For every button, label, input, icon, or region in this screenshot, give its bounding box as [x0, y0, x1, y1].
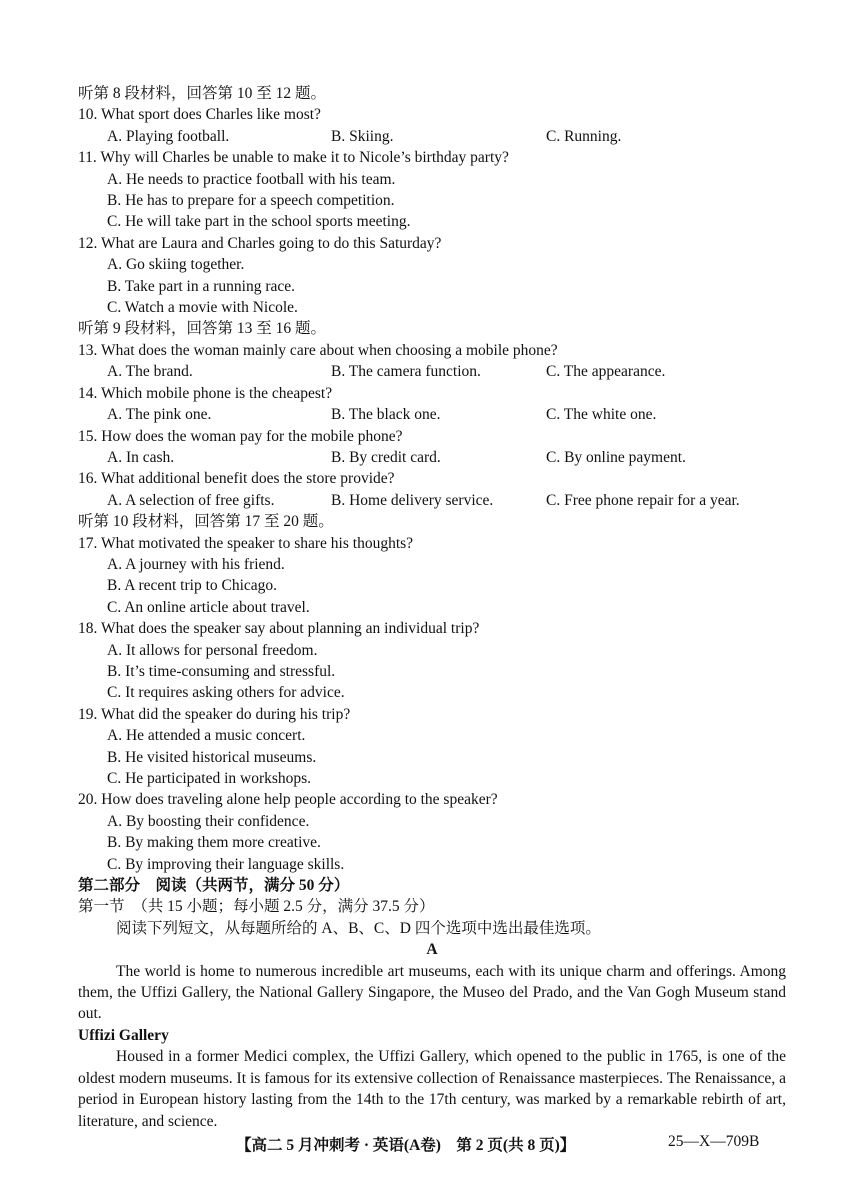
option-c: C. He will take part in the school sports meeting.	[107, 213, 411, 231]
reading-instruction: 阅读下列短文，从每题所给的 A、B、C、D 四个选项中选出最佳选项。	[116, 919, 601, 937]
question-19: 19. What did the speaker do during his trip?	[78, 705, 351, 723]
option-b: B. By credit card.	[331, 448, 441, 466]
question-10: 10. What sport does Charles like most?	[78, 106, 321, 124]
passage-label: A	[426, 941, 438, 959]
question-13: 13. What does the woman mainly care about when choosing a mobile phone?	[78, 341, 558, 359]
option-c: C. By online payment.	[546, 448, 686, 466]
option-b: B. The camera function.	[331, 363, 481, 381]
option-a: A. A journey with his friend.	[107, 555, 285, 573]
option-a: A. The brand.	[107, 363, 193, 381]
option-c: C. Running.	[546, 127, 622, 145]
passage-intro: The world is home to numerous incredible art museums, each with its unique charm and offerings. Among them, the Uffizi Gallery, the National Gallery Singapore, the Museo del Prado, and the Van Gogh Museum stand out.	[78, 962, 786, 1023]
options-14	[78, 404, 786, 425]
option-a: A. Go skiing together.	[107, 256, 245, 274]
section-heading-10: 听第 10 段材料，回答第 17 至 20 题。	[78, 513, 334, 531]
option-a: A. In cash.	[107, 448, 175, 466]
option-c: C. The white one.	[546, 406, 657, 424]
option-b: B. A recent trip to Chicago.	[107, 577, 278, 595]
section-heading-8: 听第 8 段材料，回答第 10 至 12 题。	[78, 85, 327, 102]
question-16: 16. What additional benefit does the store provide?	[78, 470, 395, 488]
option-c: C. Free phone repair for a year.	[546, 491, 740, 509]
question-15: 15. How does the woman pay for the mobile phone?	[78, 427, 403, 445]
option-b: B. Take part in a running race.	[107, 277, 296, 295]
question-17: 17. What motivated the speaker to share his thoughts?	[78, 534, 414, 552]
option-a: A. Playing football.	[107, 127, 230, 145]
option-b: B. He has to prepare for a speech competition.	[107, 192, 395, 210]
option-b: B. It’s time-consuming and stressful.	[107, 662, 336, 680]
footer-title: 【高二 5 月冲刺考 · 英语(A卷) 第 2 页(共 8 页)】	[236, 1137, 576, 1154]
option-a: A. He attended a music concert.	[107, 727, 306, 745]
question-20: 20. How does traveling alone help people according to the speaker?	[78, 791, 498, 809]
option-b: B. Skiing.	[331, 127, 394, 145]
options-15	[78, 447, 786, 468]
question-11: 11. Why will Charles be unable to make it to Nicole’s birthday party?	[78, 149, 509, 167]
option-c: C. An online article about travel.	[107, 598, 310, 616]
footer-code: 25—X—709B	[668, 1133, 760, 1150]
part-two-heading: 第二部分 阅读（共两节，满分 50 分）	[78, 877, 350, 895]
question-12: 12. What are Laura and Charles going to do this Saturday?	[78, 234, 442, 252]
option-c: C. It requires asking others for advice.	[107, 684, 345, 702]
option-c: C. The appearance.	[546, 363, 666, 381]
options-10	[78, 126, 786, 147]
option-b: B. The black one.	[331, 406, 441, 424]
option-a: A. It allows for personal freedom.	[107, 641, 318, 659]
option-a: A. A selection of free gifts.	[107, 491, 275, 509]
option-b: B. He visited historical museums.	[107, 748, 317, 766]
passage-subtitle: Uffizi Gallery	[78, 1026, 169, 1044]
question-18: 18. What does the speaker say about planning an individual trip?	[78, 620, 480, 638]
option-a: A. The pink one.	[107, 406, 212, 424]
option-c: C. He participated in workshops.	[107, 770, 312, 787]
option-b: B. By making them more creative.	[107, 834, 321, 852]
page-content	[78, 83, 786, 1132]
option-c: C. By improving their language skills.	[107, 855, 345, 873]
option-a: A. By boosting their confidence.	[107, 812, 310, 830]
section-heading-9: 听第 9 段材料，回答第 13 至 16 题。	[78, 320, 327, 338]
options-13	[78, 361, 786, 382]
passage-uffizi: Housed in a former Medici complex, the Uffizi Gallery, which opened to the public in 1765, is one of the oldest modern museums. It is famous for its extensive collection of Renaissance masterpieces. The Renaissance, a period in European history lasting from the 14th to the 17th century, was marked by a remarkable rebirth of art, literature, and science.	[78, 1048, 786, 1130]
option-b: B. Home delivery service.	[331, 491, 494, 509]
question-14: 14. Which mobile phone is the cheapest?	[78, 384, 333, 402]
option-a: A. He needs to practice football with his team.	[107, 170, 396, 188]
section-one-heading: 第一节 （共 15 小题；每小题 2.5 分，满分 37.5 分）	[78, 898, 435, 916]
options-16	[78, 490, 786, 511]
option-c: C. Watch a movie with Nicole.	[107, 299, 298, 317]
